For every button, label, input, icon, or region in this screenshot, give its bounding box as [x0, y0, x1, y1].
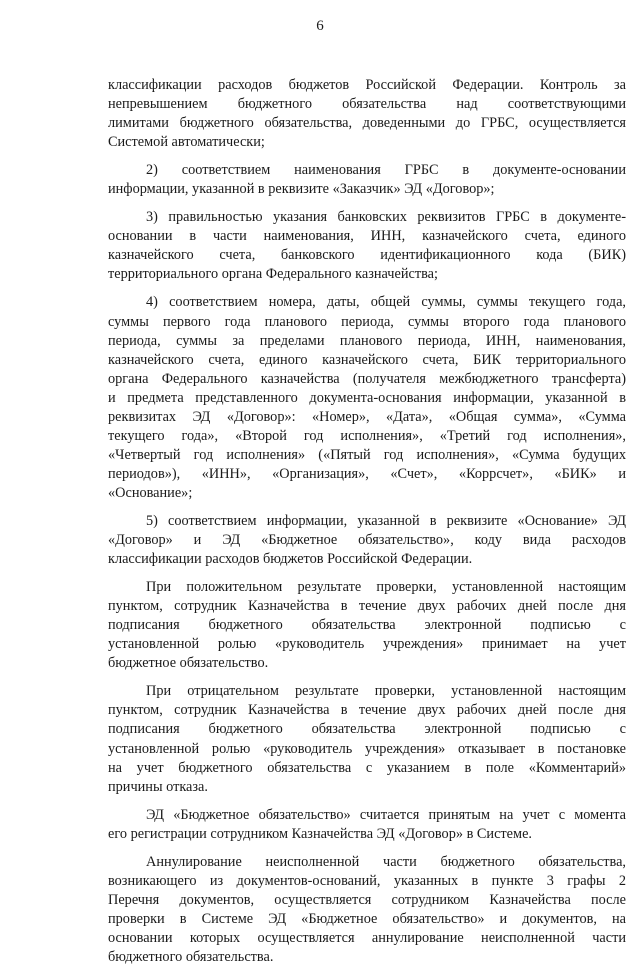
- paragraph: [108, 853, 626, 967]
- text-line: Системой автоматически;: [108, 134, 265, 151]
- paragraph-gap: [108, 797, 626, 806]
- text-line: текущего года», «Второй год исполнения», «Третий год исполнения»,: [108, 427, 626, 444]
- text-line: основании в части наименования, ИНН, казначейского счета, единого: [108, 228, 626, 245]
- text-line: 3) правильностью указания банковских реквизитов ГРБС в документе-: [146, 209, 626, 226]
- text-line: информации, указанной в реквизите «Заказчик» ЭД «Договор»;: [108, 181, 495, 198]
- text-line: территориального органа Федерального казначейства;: [108, 266, 438, 283]
- text-line: казначейского счета, банковского идентификационного кода (БИК): [108, 247, 626, 264]
- text-line: возникающего из документов-оснований, указанных в пункте 3 графы 2: [108, 872, 626, 889]
- text-line: Перечня документов, осуществляется сотрудником Казначейства после: [108, 891, 626, 908]
- text-line: установленной ролью «руководитель учреждения» отказывает в постановке: [108, 740, 626, 757]
- text-line: суммы первого года планового периода, суммы второго года планового: [108, 313, 626, 330]
- page-number: 6: [316, 18, 324, 34]
- paragraph-gap: [108, 284, 626, 293]
- text-line: бюджетное обязательство.: [108, 655, 269, 672]
- text-line: «Четвертый год исполнения» («Пятый год исполнения», «Сумма будущих: [108, 446, 626, 463]
- text-line: основании которых осуществляется аннулирование неисполненной части: [108, 929, 626, 946]
- paragraph: [108, 578, 626, 673]
- text-line: и предмета представленного документа-основания информации, указанной в: [108, 389, 626, 406]
- text-line: на учет бюджетного обязательства с указанием в поле «Комментарий»: [108, 759, 626, 776]
- text-line: установленной ролью «руководитель учреждения» принимает на учет: [108, 636, 626, 653]
- text-line: «Основание»;: [108, 484, 193, 501]
- text-line: ЭД «Бюджетное обязательство» считается принятым на учет с момента: [146, 806, 626, 823]
- text-line: Аннулирование неисполненной части бюджетного обязательства,: [146, 853, 626, 870]
- text-line: периодов»), «ИНН», «Организация», «Счет», «Коррсчет», «БИК» и: [108, 465, 626, 482]
- paragraph-gap: [108, 503, 626, 512]
- text-line: При отрицательном результате проверки, установленной настоящим: [146, 683, 626, 700]
- text-line: классификации расходов бюджетов Российской Федерации. Контроль за: [108, 77, 626, 93]
- text-line: его регистрации сотрудником Казначейства ЭД «Договор» в Системе.: [108, 825, 532, 842]
- text-line: казначейского счета, единого казначейского счета, БИК территориального: [108, 351, 626, 368]
- text-line: 5) соответствием информации, указанной в реквизите «Основание» ЭД: [146, 512, 626, 529]
- paragraph: [108, 512, 626, 569]
- paragraph-gap: [108, 569, 626, 578]
- text-line: подписания бюджетного обязательства электронной подписью с: [108, 721, 626, 738]
- text-line: лимитами бюджетного обязательства, доведенными до ГРБС, осуществляется: [108, 115, 626, 132]
- text-line: 2) соответствием наименования ГРБС в документе-основании: [146, 162, 626, 179]
- document-body: [108, 76, 626, 967]
- paragraph: [108, 293, 626, 503]
- text-line: пунктом, сотрудник Казначейства в течение двух рабочих дней после дня: [108, 598, 626, 615]
- text-line: При положительном результате проверки, установленной настоящим: [146, 579, 626, 596]
- paragraph: [108, 208, 626, 284]
- text-line: «Договор» и ЭД «Бюджетное обязательство», коду вида расходов: [108, 532, 626, 549]
- text-line: непревышением бюджетного обязательства над соответствующими: [108, 96, 626, 113]
- text-line: причины отказа.: [108, 778, 208, 795]
- text-line: органа Федерального казначейства (получателя межбюджетного трансферта): [108, 370, 626, 387]
- paragraph: [108, 806, 626, 844]
- text-line: 4) соответствием номера, даты, общей суммы, суммы текущего года,: [146, 294, 626, 311]
- paragraph-gap: [108, 199, 626, 208]
- text-line: подписания бюджетного обязательства электронной подписью с: [108, 617, 626, 634]
- paragraph: [108, 161, 626, 199]
- paragraph-gap: [108, 844, 626, 853]
- text-line: бюджетного обязательства.: [108, 948, 274, 965]
- paragraph-gap: [108, 673, 626, 682]
- text-line: пунктом, сотрудник Казначейства в течение двух рабочих дней после дня: [108, 702, 626, 719]
- paragraph: [108, 76, 626, 152]
- text-line: реквизитах ЭД «Договор»: «Номер», «Дата», «Общая сумма», «Сумма: [108, 408, 626, 425]
- text-line: проверки в Системе ЭД «Бюджетное обязательство» и документов, на: [108, 910, 626, 927]
- paragraph-gap: [108, 152, 626, 161]
- text-line: классификации расходов бюджетов Российской Федерации.: [108, 551, 473, 568]
- text-line: периода, суммы за пределами планового периода, ИНН, наименования,: [108, 332, 626, 349]
- paragraph: [108, 682, 626, 796]
